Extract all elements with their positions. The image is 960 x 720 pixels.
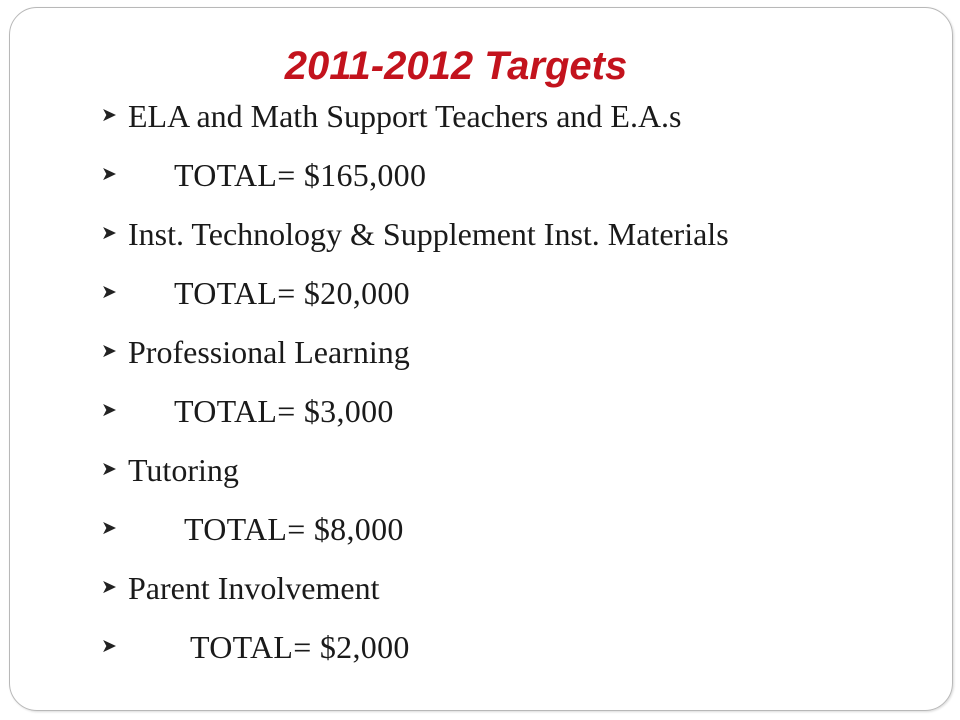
bullet-text: Tutoring: [128, 451, 239, 488]
bullet-item-inst-technology: [101, 204, 729, 263]
bullet-item-total-inst-technology: [101, 263, 729, 322]
bullet-item-professional-learning: [101, 322, 729, 381]
bullet-text: TOTAL= $165,000: [174, 156, 427, 193]
arrowhead-bullet-icon: ➤: [101, 163, 117, 185]
bullet-item-ela-math: [101, 86, 729, 145]
arrowhead-bullet-icon: ➤: [101, 222, 117, 244]
bullet-item-tutoring: [101, 440, 729, 499]
arrowhead-bullet-icon: ➤: [101, 576, 117, 598]
arrowhead-bullet-icon: ➤: [101, 104, 117, 126]
bullet-text: ELA and Math Support Teachers and E.A.s: [128, 97, 682, 134]
slide-title: 2011-2012 Targets: [284, 44, 628, 88]
arrowhead-bullet-icon: ➤: [101, 458, 117, 480]
bullet-text: TOTAL= $2,000: [190, 628, 410, 665]
arrowhead-bullet-icon: ➤: [101, 281, 117, 303]
bullet-text: Inst. Technology & Supplement Inst. Materials: [128, 215, 729, 252]
bullet-text: TOTAL= $20,000: [174, 274, 410, 311]
bullet-text: Parent Involvement: [128, 569, 380, 606]
bullet-item-total-ela-math: [101, 145, 729, 204]
arrowhead-bullet-icon: ➤: [101, 340, 117, 362]
bullet-item-total-parent-involvement: [101, 617, 729, 676]
arrowhead-bullet-icon: ➤: [101, 399, 117, 421]
bullet-item-total-professional-learning: [101, 381, 729, 440]
arrowhead-bullet-icon: ➤: [101, 517, 117, 539]
bullet-list: [101, 86, 729, 676]
bullet-item-total-tutoring: [101, 499, 729, 558]
bullet-text: TOTAL= $3,000: [174, 392, 394, 429]
bullet-item-parent-involvement: [101, 558, 729, 617]
bullet-text: Professional Learning: [128, 333, 410, 370]
bullet-text: TOTAL= $8,000: [184, 510, 404, 547]
arrowhead-bullet-icon: ➤: [101, 635, 117, 657]
